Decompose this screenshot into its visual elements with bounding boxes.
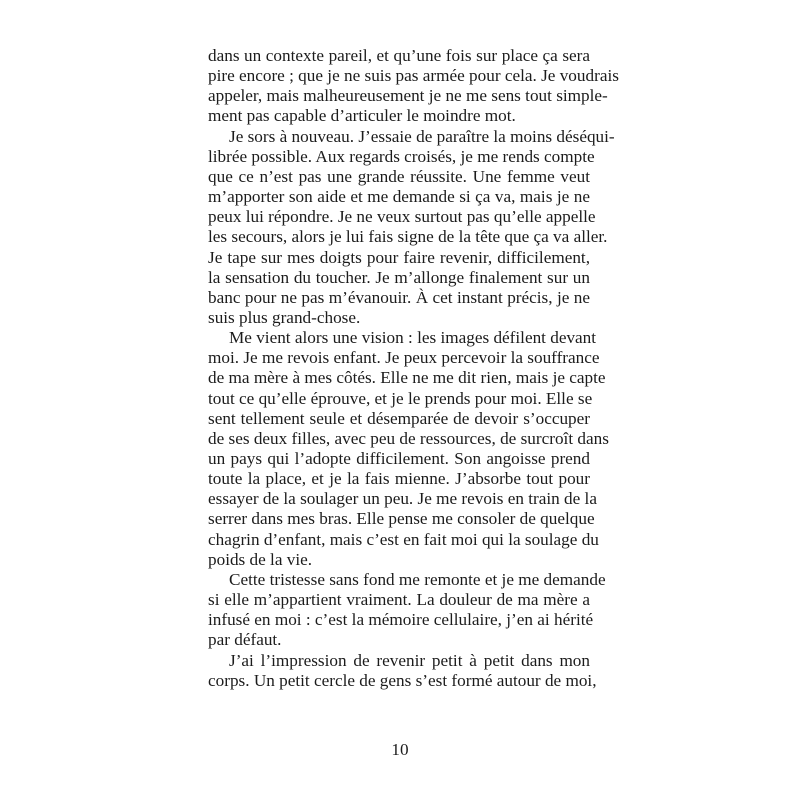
text-line: si elle m’appartient vraiment. La douleur de ma mère a [208, 590, 590, 609]
text-line: corps. Un petit cercle de gens s’est formé autour de moi, [208, 671, 597, 690]
text-line: que ce n’est pas une grande réussite. Une femme veut [208, 167, 590, 186]
text-line: de ma mère à mes côtés. Elle ne me dit rien, mais je capte [208, 368, 606, 387]
text-line: la sensation du toucher. Je m’allonge finalement sur un [208, 268, 590, 287]
text-line: de ses deux filles, avec peu de ressources, de surcroît dans [208, 429, 609, 448]
text-line: J’ai l’impression de revenir petit à petit dans mon [229, 651, 590, 670]
text-line: les secours, alors je lui fais signe de la tête que ça va aller. [208, 227, 608, 246]
text-line: essayer de la soulager un peu. Je me revois en train de la [208, 489, 597, 508]
text-line: poids de la vie. [208, 550, 313, 569]
text-line: infusé en moi : c’est la mémoire cellulaire, j’en ai hérité [208, 610, 594, 629]
text-line: tout ce qu’elle éprouve, et je le prends pour moi. Elle se [208, 389, 593, 408]
text-line: Je sors à nouveau. J’essaie de paraître la moins déséqui- [229, 127, 615, 146]
text-line: un pays qui l’adopte difficilement. Son angoisse prend [208, 449, 590, 468]
text-line: banc pour ne pas m’évanouir. À cet instant précis, je ne [208, 288, 590, 307]
text-line: Cette tristesse sans fond me remonte et je me demande [229, 570, 606, 589]
text-line: librée possible. Aux regards croisés, je me rends compte [208, 147, 595, 166]
text-line: moi. Je me revois enfant. Je peux percevoir la souffrance [208, 348, 600, 367]
text-line: chagrin d’enfant, mais c’est en fait moi qui la soulage du [208, 530, 599, 549]
text-line: serrer dans mes bras. Elle pense me consoler de quelque [208, 509, 595, 528]
page-number: 10 [391, 740, 409, 759]
text-line: toute la place, et je la fais mienne. J’absorbe tout pour [208, 469, 590, 488]
text-line: dans un contexte pareil, et qu’une fois sur place ça sera [208, 46, 590, 65]
text-line: m’apporter son aide et me demande si ça va, mais je ne [208, 187, 590, 206]
text-line: par défaut. [208, 630, 282, 649]
text-line: peux lui répondre. Je ne veux surtout pas qu’elle appelle [208, 207, 596, 226]
text-line: Je tape sur mes doigts pour faire revenir, difficilement, [208, 248, 590, 267]
text-line: appeler, mais malheureusement je ne me sens tout simple- [208, 86, 608, 105]
text-line: Me vient alors une vision : les images défilent devant [229, 328, 597, 347]
text-line: pire encore ; que je ne suis pas armée pour cela. Je voudrais [208, 66, 619, 85]
text-line: suis plus grand-chose. [208, 308, 361, 327]
text-line: ment pas capable d’articuler le moindre mot. [208, 106, 516, 125]
text-line: sent tellement seule et désemparée de devoir s’occuper [208, 409, 590, 428]
